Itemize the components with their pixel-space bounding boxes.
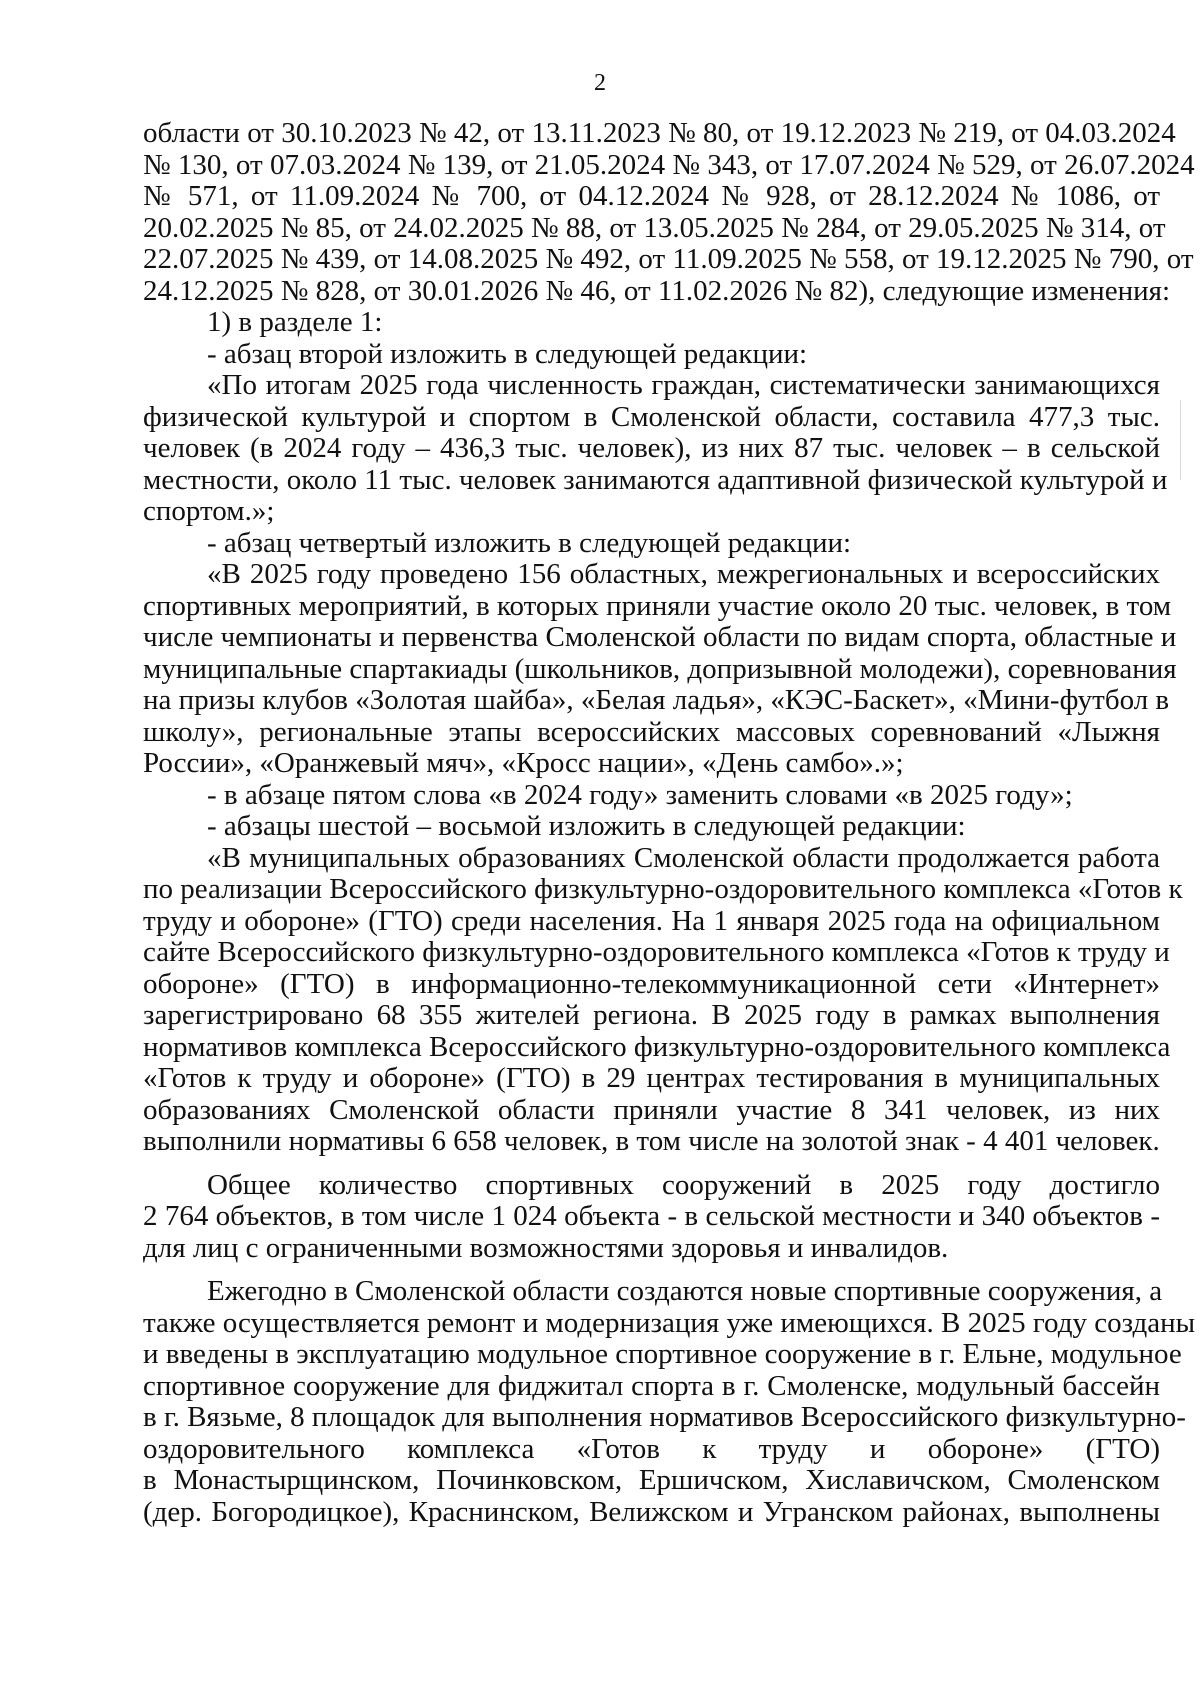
text-line: муниципальные спартакиады (школьников, допризывной молодежи), соревнования xyxy=(143,652,1177,685)
text-line: № 130, от 07.03.2024 № 139, от 21.05.2024 № 343, от 17.07.2024 № 529, от 26.07.2024 xyxy=(143,148,1195,181)
text-line: «В 2025 году проведено 156 областных, межрегиональных и всероссийских xyxy=(207,558,1160,590)
text-line: Ежегодно в Смоленской области создаются новые спортивные сооружения, а xyxy=(207,1275,1163,1307)
paragraph-gap xyxy=(143,1158,1160,1170)
text-line: - абзац четвертый изложить в следующей редакции: xyxy=(207,526,852,559)
text-line: области от 30.10.2023 № 42, от 13.11.2023 № 80, от 19.12.2023 № 219, от 04.03.2024 xyxy=(143,117,1176,149)
text-line: нормативов комплекса Всероссийского физкультурно-оздоровительного комплекса xyxy=(143,1030,1171,1063)
text-line: 20.02.2025 № 85, от 24.02.2025 № 88, от 13.05.2025 № 284, от 29.05.2025 № 314, от xyxy=(143,211,1166,244)
paragraph xyxy=(143,1170,1160,1265)
text-line: спортивное сооружение для фиджитал спорта в г. Смоленске, модульный бассейн xyxy=(143,1369,1160,1402)
text-line: 24.12.2025 № 828, от 30.01.2026 № 46, от 11.02.2026 № 82), следующие изменения: xyxy=(143,274,1171,307)
paragraph xyxy=(143,307,1160,339)
document-body xyxy=(143,117,1196,1528)
text-line: в г. Вязьме, 8 площадок для выполнения нормативов Всероссийского физкультурно- xyxy=(143,1401,1186,1433)
text-line: «По итогам 2025 года численность граждан, систематически занимающихся xyxy=(207,369,1160,401)
text-line: - абзацы шестой – восьмой изложить в следующей редакции: xyxy=(207,810,966,842)
text-line: «В муниципальных образованиях Смоленской области продолжается работа xyxy=(207,841,1160,874)
text-line: также осуществляется ремонт и модернизация уже имеющихся. В 2025 году созданы xyxy=(143,1306,1196,1339)
paragraph xyxy=(143,117,1195,307)
text-line: образованиях Смоленской области приняли участие 8 341 человек, из них xyxy=(143,1093,1160,1126)
text-line: - в абзаце пятом слова «в 2024 году» заменить словами «в 2025 году»; xyxy=(207,778,1073,811)
text-line: № 571, от 11.09.2024 № 700, от 04.12.2024 № 928, от 28.12.2024 № 1086, от xyxy=(143,180,1160,212)
text-line: для лиц с ограниченными возможностями здоровья и инвалидов. xyxy=(143,1231,949,1264)
text-line: (дер. Богородицкое), Краснинском, Велижском и Угранском районах, выполнены xyxy=(143,1495,1160,1528)
scan-margin-mark xyxy=(1180,400,1181,480)
text-line: и введены в эксплуатацию модульное спортивное сооружение в г. Ельне, модульное xyxy=(143,1338,1182,1370)
text-line: числе чемпионаты и первенства Смоленской области по видам спорта, областные и xyxy=(143,621,1177,653)
paragraph xyxy=(143,528,1160,560)
text-line: 22.07.2025 № 439, от 14.08.2025 № 492, от 11.09.2025 № 558, от 19.12.2025 № 790, от xyxy=(143,243,1194,275)
text-line: сайте Всероссийского физкультурно-оздоровительного комплекса «Готов к труду и xyxy=(143,936,1170,968)
text-line: труду и обороне» (ГТО) среди населения. На 1 января 2025 года на официальном xyxy=(143,904,1160,937)
text-line: выполнили нормативы 6 658 человек, в том числе на золотой знак - 4 401 человек. xyxy=(143,1125,1160,1157)
text-line: физической культурой и спортом в Смоленской области, составила 477,3 тыс. xyxy=(143,400,1160,433)
text-line: «Готов к труду и обороне» (ГТО) в 29 центрах тестирования в муниципальных xyxy=(143,1062,1160,1094)
text-line: оздоровительного комплекса «Готов к труду и обороне» (ГТО) xyxy=(143,1432,1160,1465)
text-line: России», «Оранжевый мяч», «Кросс нации», «День самбо».»; xyxy=(143,747,904,779)
text-line: на призы клубов «Золотая шайба», «Белая ладья», «КЭС-Баскет», «Мини-футбол в xyxy=(143,684,1170,716)
text-line: обороне» (ГТО) в информационно-телекоммуникационной сети «Интернет» xyxy=(143,967,1160,1000)
text-line: - абзац второй изложить в следующей редакции: xyxy=(207,337,808,370)
paragraph xyxy=(143,841,1183,1158)
text-line: спортивных мероприятий, в которых приняли участие около 20 тыс. человек, в том xyxy=(143,589,1172,622)
text-line: спортом.»; xyxy=(143,495,275,527)
paragraph xyxy=(143,1275,1196,1528)
paragraph xyxy=(143,369,1168,528)
paragraph xyxy=(143,811,1160,843)
text-line: Общее количество спортивных сооружений в 2025 году достигло xyxy=(207,1168,1160,1201)
text-line: 2 764 объектов, в том числе 1 024 объекта - в сельской местности и 340 объектов - xyxy=(143,1200,1160,1232)
page-number: 2 xyxy=(594,70,606,96)
text-line: по реализации Всероссийского физкультурно-оздоровительного комплекса «Готов к xyxy=(143,873,1183,905)
paragraph xyxy=(143,339,1160,371)
text-line: местности, около 11 тыс. человек занимаются адаптивной физической культурой и xyxy=(143,463,1168,496)
paragraph xyxy=(143,558,1177,780)
text-line: в Монастырщинском, Починковском, Ершичском, Хиславичском, Смоленском xyxy=(143,1464,1160,1496)
text-line: зарегистрировано 68 355 жителей региона. В 2025 году в рамках выполнения xyxy=(143,999,1160,1031)
text-line: человек (в 2024 году – 436,3 тыс. человек), из них 87 тыс. человек – в сельской xyxy=(143,432,1160,464)
text-line: 1) в разделе 1: xyxy=(207,306,383,338)
text-line: школу», региональные этапы всероссийских массовых соревнований «Лыжня xyxy=(143,715,1160,748)
paragraph xyxy=(143,780,1160,812)
